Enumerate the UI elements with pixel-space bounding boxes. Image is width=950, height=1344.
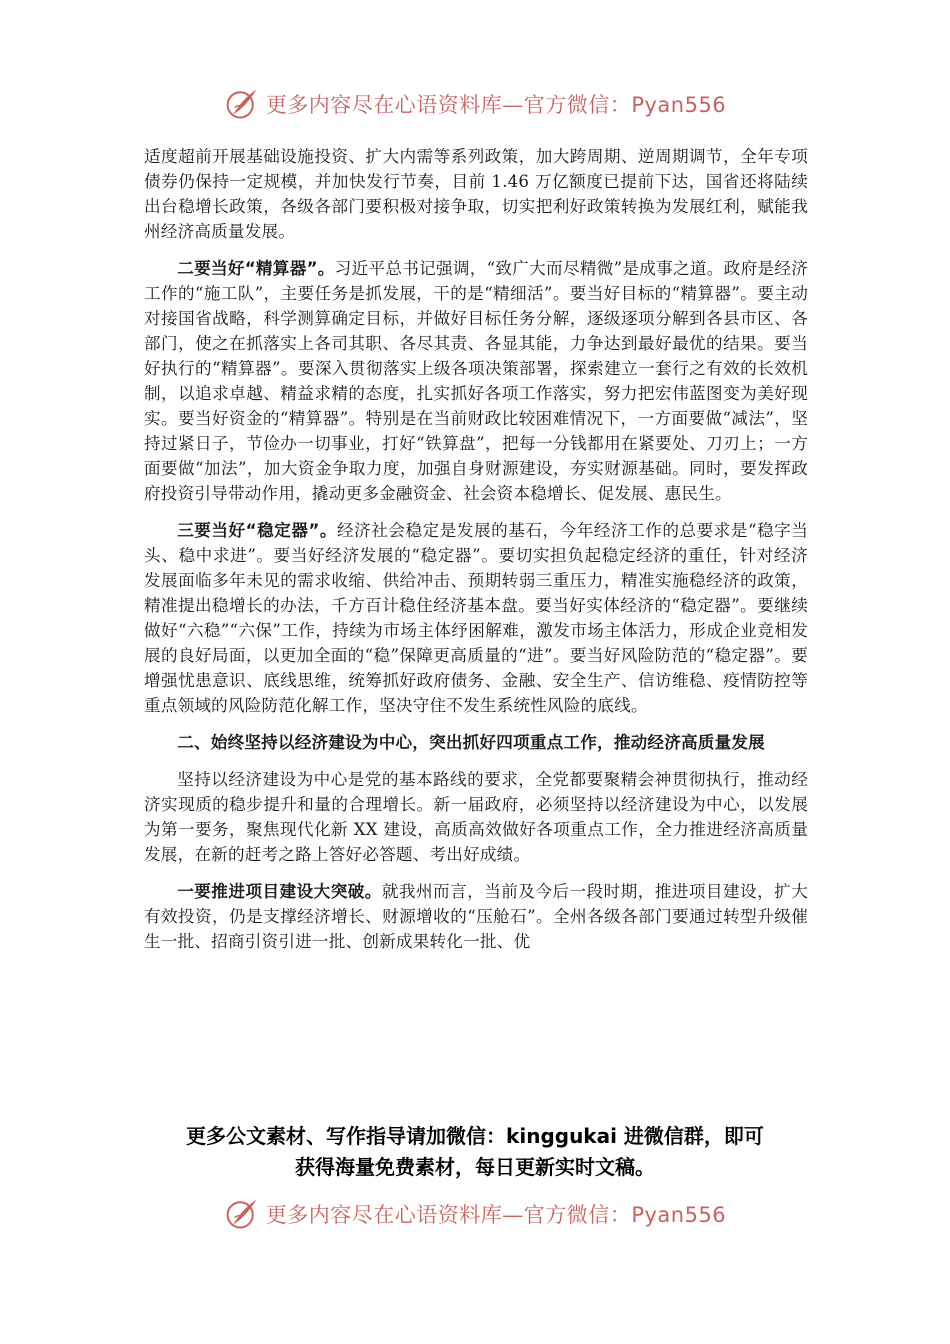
document-body	[144, 144, 808, 966]
paragraph-2: 二要当好“精算器”。习近平总书记强调，“致广大而尽精微”是成事之道。政府是经济工作的“施工队”，主要任务是抓发展，干的是“精细活”。要当好目标的“精算器”。要主动对接国省战略，科学测算确定目标，并做好目标任务分解，逐级逐项分解到各县市区、各部门，使之在抓落实上各司其职、各尽其责、各显其能，力争达到最好最优的结果。要当好执行的“精算器”。要深入贯彻落实上级各项决策部署，探索建立一套行之有效的长效机制，以追求卓越、精益求精的态度，扎实抓好各项工作落实，努力把宏伟蓝图变为美好现实。要当好资金的“精算器”。特别是在当前财政比较困难情况下，一方面要做“减法”，坚持过紧日子，节俭办一切事业，打好“铁算盘”，把每一分钱都用在紧要处、刀刃上；一方面要做“加法”，加大资金争取力度，加强自身财源建设，夯实财源基础。同时，要发挥政府投资引导带动作用，撬动更多金融资金、社会资本稳增长、促发展、惠民生。	[144, 259, 809, 503]
paragraph-lead: 三要当好“稳定器”。	[177, 521, 338, 540]
footer-note: 更多公文素材、写作指导请加微信：kinggukai 进微信群，即可 获得海量免费素材，每日更新实时文稿。	[186, 1124, 764, 1179]
paragraph-1: 适度超前开展基础设施投资、扩大内需等系列政策，加大跨周期、逆周期调节，全年专项债券仍保持一定规模，并加快发行节奏，目前 1.46 万亿额度已提前下达，国省还将陆续出台稳增长政策，各级各部门要积极对接争取，切实把利好政策转换为发展红利，赋能我州经济高质量发展。	[144, 147, 808, 241]
paragraph-3: 三要当好“稳定器”。经济社会稳定是发展的基石，今年经济工作的总要求是“稳字当头、稳中求进”。要当好经济发展的“稳定器”。要切实担负起稳定经济的重任，针对经济发展面临多年未见的需求收缩、供给冲击、预期转弱三重压力，精准实施稳经济的政策，精准提出稳增长的办法，千方百计稳住经济基本盘。要当好实体经济的“稳定器”。要继续做好“六稳”“六保”工作，持续为市场主体纾困解难，激发市场主体活力，形成企业竞相发展的良好局面，以更加全面的“稳”保障更高质量的“进”。要当好风险防范的“稳定器”。要增强忧患意识、底线思维，统筹抓好政府债务、金融、安全生产、信访维稳、疫情防控等重点领域的风险防范化解工作，坚决守住不发生系统性风险的底线。	[144, 521, 808, 715]
section-heading: 二、始终坚持以经济建设为中心，突出抓好四项重点工作，推动经济高质量发展	[177, 733, 765, 752]
paragraph-lead: 二要当好“精算器”。	[177, 259, 335, 278]
bottom-banner	[0, 1194, 950, 1234]
top-banner	[0, 84, 950, 124]
paragraph-5: 一要推进项目建设大突破。就我州而言，当前及今后一段时期，推进项目建设，扩大有效投资，仍是支撑经济增长、财源增收的“压舱石”。全州各级各部门要通过转型升级催生一批、招商引资引进一批、创新成果转化一批、优	[144, 882, 808, 951]
paragraph-lead: 一要推进项目建设大突破。	[177, 882, 382, 901]
quill-logo-icon	[224, 86, 260, 122]
quill-logo-icon	[224, 1196, 260, 1232]
banner-text: 更多内容尽在心语资料库—官方微信：Pyan556	[265, 93, 727, 117]
paragraph-4: 坚持以经济建设为中心是党的基本路线的要求，全党都要聚精会神贯彻执行，推动经济实现质的稳步提升和量的合理增长。新一届政府，必须坚持以经济建设为中心，以发展为第一要务，聚焦现代化新 XX 建设，高质高效做好各项重点工作，全力推进经济高质量发展，在新的赶考之路上答好必答题、考出好成绩。	[144, 770, 808, 864]
banner-text: 更多内容尽在心语资料库—官方微信：Pyan556	[265, 1203, 727, 1227]
